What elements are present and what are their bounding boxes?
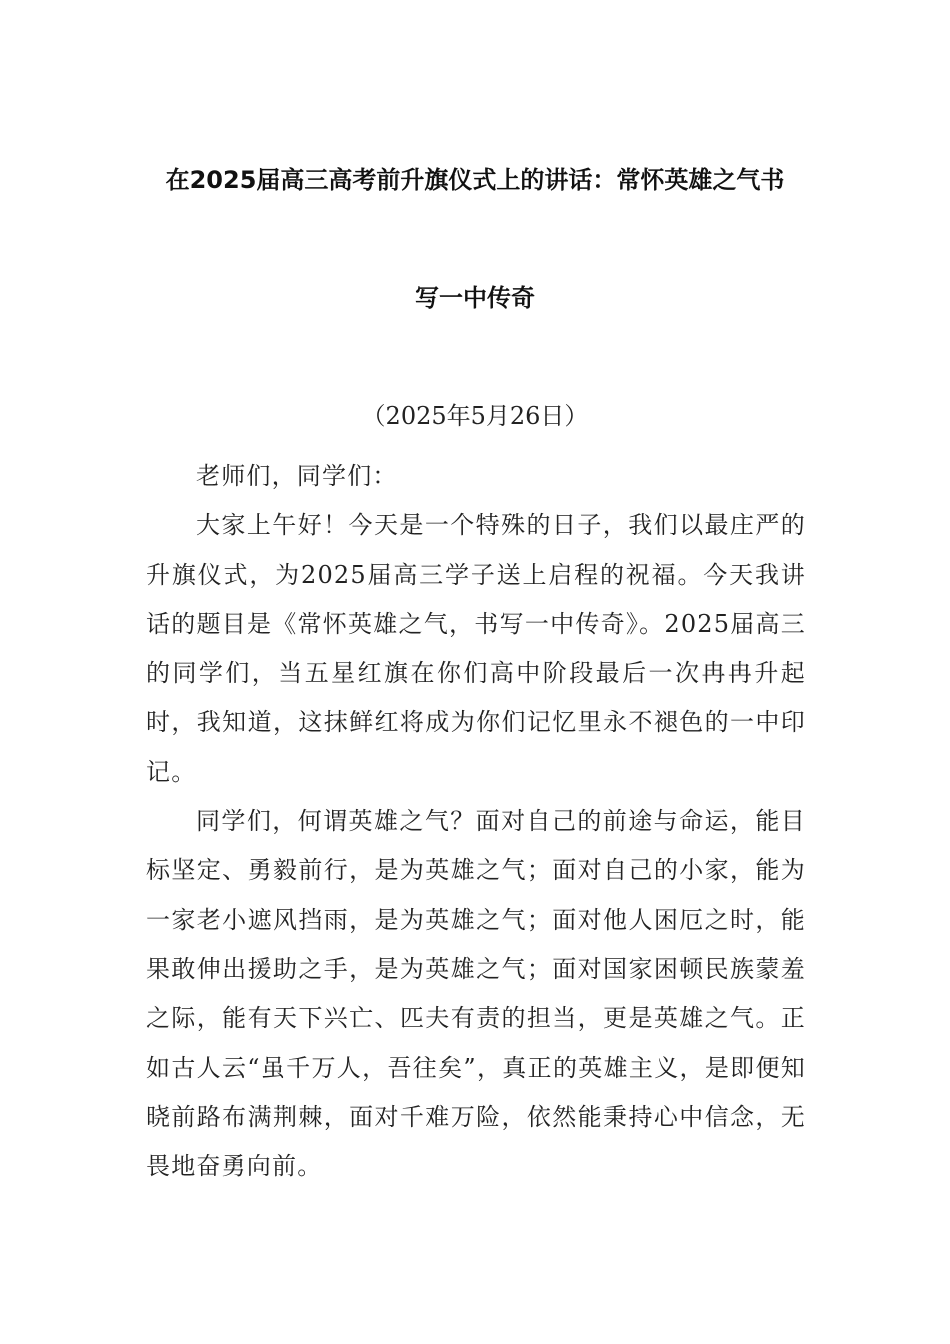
speech-body	[146, 452, 806, 1191]
greeting: 老师们，同学们：	[196, 462, 398, 490]
paragraph-1: 大家上午好！今天是一个特殊的日子，我们以最庄严的升旗仪式，为2025届高三学子送上启程的祝福。今天我讲话的题目是《常怀英雄之气，书写一中传奇》。2025届高三的同学们，当五星红旗在你们高中阶段最后一次冉冉升起时，我知道，这抹鲜红将成为你们记忆里永不褪色的一中印记。	[146, 511, 806, 786]
speech-date: （2025年5月26日）	[361, 402, 589, 430]
document-title-line-2: 写一中传奇	[415, 284, 535, 312]
document-title-line-1: 在2025届高三高考前升旗仪式上的讲话：常怀英雄之气书	[165, 166, 785, 194]
paragraph-2: 同学们，何谓英雄之气？面对自己的前途与命运，能目标坚定、勇毅前行，是为英雄之气；面对自己的小家，能为一家老小遮风挡雨，是为英雄之气；面对他人困厄之时，能果敢伸出援助之手，是为英雄之气；面对国家困顿民族蒙羞之际，能有天下兴亡、匹夫有责的担当，更是英雄之气。正如古人云“虽千万人，吾往矣”，真正的英雄主义，是即便知晓前路布满荆棘，面对千难万险，依然能秉持心中信念，无畏地奋勇向前。	[146, 807, 806, 1181]
